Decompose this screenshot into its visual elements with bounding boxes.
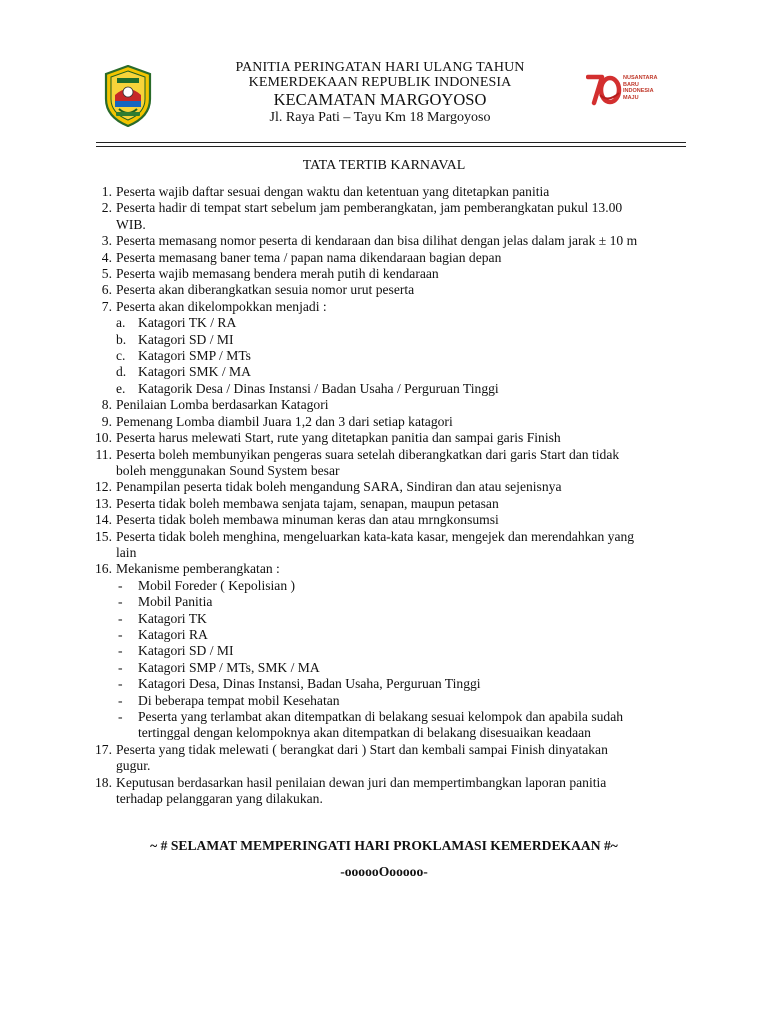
subitem-marker: b. (116, 331, 127, 347)
dash-item-text: tertinggal dengan kelompoknya akan ditempatkan di belakang disesuaikan keadaan (138, 725, 591, 741)
rule-text: Penilaian Lomba berdasarkan Katagori (116, 397, 329, 413)
dash-bullet: - (118, 610, 123, 626)
rule-text: Peserta akan dikelompokkan menjadi : (116, 298, 327, 314)
anniversary-logo (586, 73, 676, 107)
rule-dash-item (92, 709, 712, 742)
subitem-marker: a. (116, 315, 126, 331)
subitem-text: Katagori SMP / MTs (138, 348, 251, 364)
rule-text: Peserta harus melewati Start, rute yang ditetapkan panitia dan sampai garis Finish (116, 430, 561, 446)
dash-item-text: Katagori TK (138, 610, 207, 626)
closing-greeting: ~ # SELAMAT MEMPERINGATI HARI PROKLAMASI KEMERDEKAAN #~ (150, 838, 618, 853)
rule-dash-item (92, 578, 712, 594)
rule-item (92, 742, 712, 775)
rule-text: Peserta wajib memasang bendera merah putih di kendaraan (116, 266, 439, 282)
rule-item (92, 200, 712, 233)
rule-number: 15. (95, 528, 112, 544)
dash-item-text: Katagori RA (138, 626, 208, 642)
dash-item-text: Katagori SD / MI (138, 643, 234, 659)
regency-emblem-logo (103, 65, 153, 127)
rule-number: 1. (101, 184, 112, 199)
committee-subtitle: KEMERDEKAAN REPUBLIK INDONESIA (248, 75, 512, 90)
address: Jl. Raya Pati – Tayu Km 18 Margoyoso (269, 110, 491, 125)
rule-item (92, 447, 712, 480)
rule-number: 17. (95, 741, 112, 757)
dash-item-text: Peserta yang terlambat akan ditempatkan di belakang sesuai kelompok dan apabila sudah (138, 709, 624, 724)
dash-item-text: Di beberapa tempat mobil Kesehatan (138, 692, 340, 708)
subitem-marker: e. (116, 380, 126, 396)
rule-text: Peserta memasang nomor peserta di kendaraan dan bisa dilihat dengan jelas dalam jarak ± 10 m (116, 233, 638, 249)
rule-text: Peserta tidak boleh membawa senjata tajam, senapan, maupun petasan (116, 495, 499, 511)
rule-dash-item (92, 643, 712, 659)
rule-dash-item (92, 660, 712, 676)
rule-text: Peserta akan diberangkatkan sesuia nomor urut peserta (116, 282, 415, 298)
committee-name: PANITIA PERINGATAN HARI ULANG TAHUN (235, 60, 525, 75)
dash-bullet: - (118, 692, 123, 708)
dash-bullet: - (118, 676, 123, 692)
dash-item-text: Katagori SMP / MTs, SMK / MA (138, 659, 320, 675)
rule-number: 6. (101, 282, 112, 298)
rule-number: 13. (95, 495, 112, 511)
rule-number: 12. (95, 479, 112, 495)
rule-item (92, 529, 712, 562)
subitem-marker: c. (116, 348, 126, 364)
rule-text: Pemenang Lomba diambil Juara 1,2 dan 3 dari setiap katagori (116, 413, 453, 429)
dash-item-text: Mobil Foreder ( Kepolisian ) (138, 577, 296, 593)
rule-dash-item (92, 627, 712, 643)
rule-item (92, 397, 712, 413)
rule-item (92, 479, 712, 495)
dash-item-text: Katagori Desa, Dinas Instansi, Badan Usaha, Perguruan Tinggi (138, 676, 481, 692)
rule-text: Keputusan berdasarkan hasil penilaian dewan juri dan mempertimbangkan laporan panitia (116, 774, 607, 790)
rule-subitem (92, 381, 712, 397)
anniversary-70-mark (586, 73, 622, 107)
rule-text: gugur. (116, 758, 151, 774)
dash-bullet: - (118, 594, 123, 610)
rule-item (92, 266, 712, 282)
rule-number: 4. (101, 249, 112, 265)
rule-number: 9. (101, 413, 112, 429)
district-name: KECAMATAN MARGOYOSO (273, 90, 487, 109)
rule-item (92, 233, 712, 249)
rule-number: 2. (101, 200, 112, 216)
rule-text: Peserta yang tidak melewati ( berangkat dari ) Start dan kembali sampai Finish dinyatakan (116, 741, 608, 757)
rule-item (92, 282, 712, 298)
header-divider-thick (96, 142, 686, 143)
rule-text: Peserta wajib daftar sesuai dengan waktu dan ketentuan yang ditetapkan panitia (116, 184, 550, 199)
rule-dash-item (92, 594, 712, 610)
dash-bullet: - (118, 643, 123, 659)
rule-subitem (92, 364, 712, 380)
rule-subitem (92, 332, 712, 348)
rule-dash-item (92, 611, 712, 627)
rule-text: Peserta boleh membunyikan pengeras suara setelah diberangkatkan dari garis Start dan tidak (116, 446, 620, 462)
rule-number: 16. (95, 561, 112, 577)
letterhead (160, 60, 600, 127)
dash-bullet: - (118, 659, 123, 675)
rule-dash-item (92, 693, 712, 709)
rule-text: Peserta memasang baner tema / papan nama dikendaraan bagian depan (116, 249, 502, 265)
rule-subitem (92, 315, 712, 331)
subitem-text: Katagori SMK / MA (138, 364, 251, 380)
rule-text: terhadap pelanggaran yang dilakukan. (116, 791, 323, 807)
rule-text: Peserta tidak boleh menghina, mengeluarkan kata-kata kasar, mengejek dan merendahkan yang (116, 528, 635, 544)
rule-text: Penampilan peserta tidak boleh mengandung SARA, Sindiran dan atau sejenisnya (116, 479, 562, 495)
subitem-text: Katagorik Desa / Dinas Instansi / Badan Usaha / Perguruan Tinggi (138, 380, 499, 396)
header-divider-thin (96, 146, 686, 147)
rule-text: WIB. (116, 216, 146, 232)
dash-bullet: - (118, 577, 123, 593)
rule-text: Mekanisme pemberangkatan : (116, 561, 280, 577)
rule-subitem (92, 348, 712, 364)
subitem-text: Katagori SD / MI (138, 331, 234, 347)
document-title: TATA TERTIB KARNAVAL (302, 158, 466, 173)
subitem-marker: d. (116, 364, 127, 380)
rule-number: 3. (101, 233, 112, 249)
rule-text: lain (116, 544, 137, 560)
rule-number: 5. (101, 266, 112, 282)
rule-item (92, 775, 712, 808)
rules-list (92, 184, 712, 807)
rule-text: Peserta hadir di tempat start sebelum jam pemberangkatan, jam pemberangkatan pukul 13.00 (116, 200, 623, 216)
rule-number: 14. (95, 512, 112, 528)
rule-number: 11. (95, 446, 112, 462)
subitem-text: Katagori TK / RA (138, 315, 237, 331)
rule-number: 18. (95, 774, 112, 790)
rule-item (92, 250, 712, 266)
dash-item-text: Mobil Panitia (138, 594, 213, 610)
rule-text: boleh menggunakan Sound System besar (116, 462, 340, 478)
rule-item (92, 561, 712, 577)
dash-bullet: - (118, 709, 123, 724)
rule-text: Peserta tidak boleh membawa minuman keras dan atau mrngkonsumsi (116, 512, 499, 528)
rule-item (92, 299, 712, 315)
rule-item (92, 512, 712, 528)
rule-number: 8. (101, 397, 112, 413)
dash-bullet: - (118, 626, 123, 642)
rule-item (92, 414, 712, 430)
rule-item (92, 184, 712, 200)
end-mark: -oooooOooooo- (340, 864, 428, 879)
rule-number: 7. (101, 298, 112, 314)
rule-item (92, 430, 712, 446)
rule-dash-item (92, 676, 712, 692)
anniversary-tagline: NUSANTARA BARU INDONESIA MAJU (623, 75, 658, 101)
rule-item (92, 496, 712, 512)
rule-number: 10. (95, 430, 112, 446)
